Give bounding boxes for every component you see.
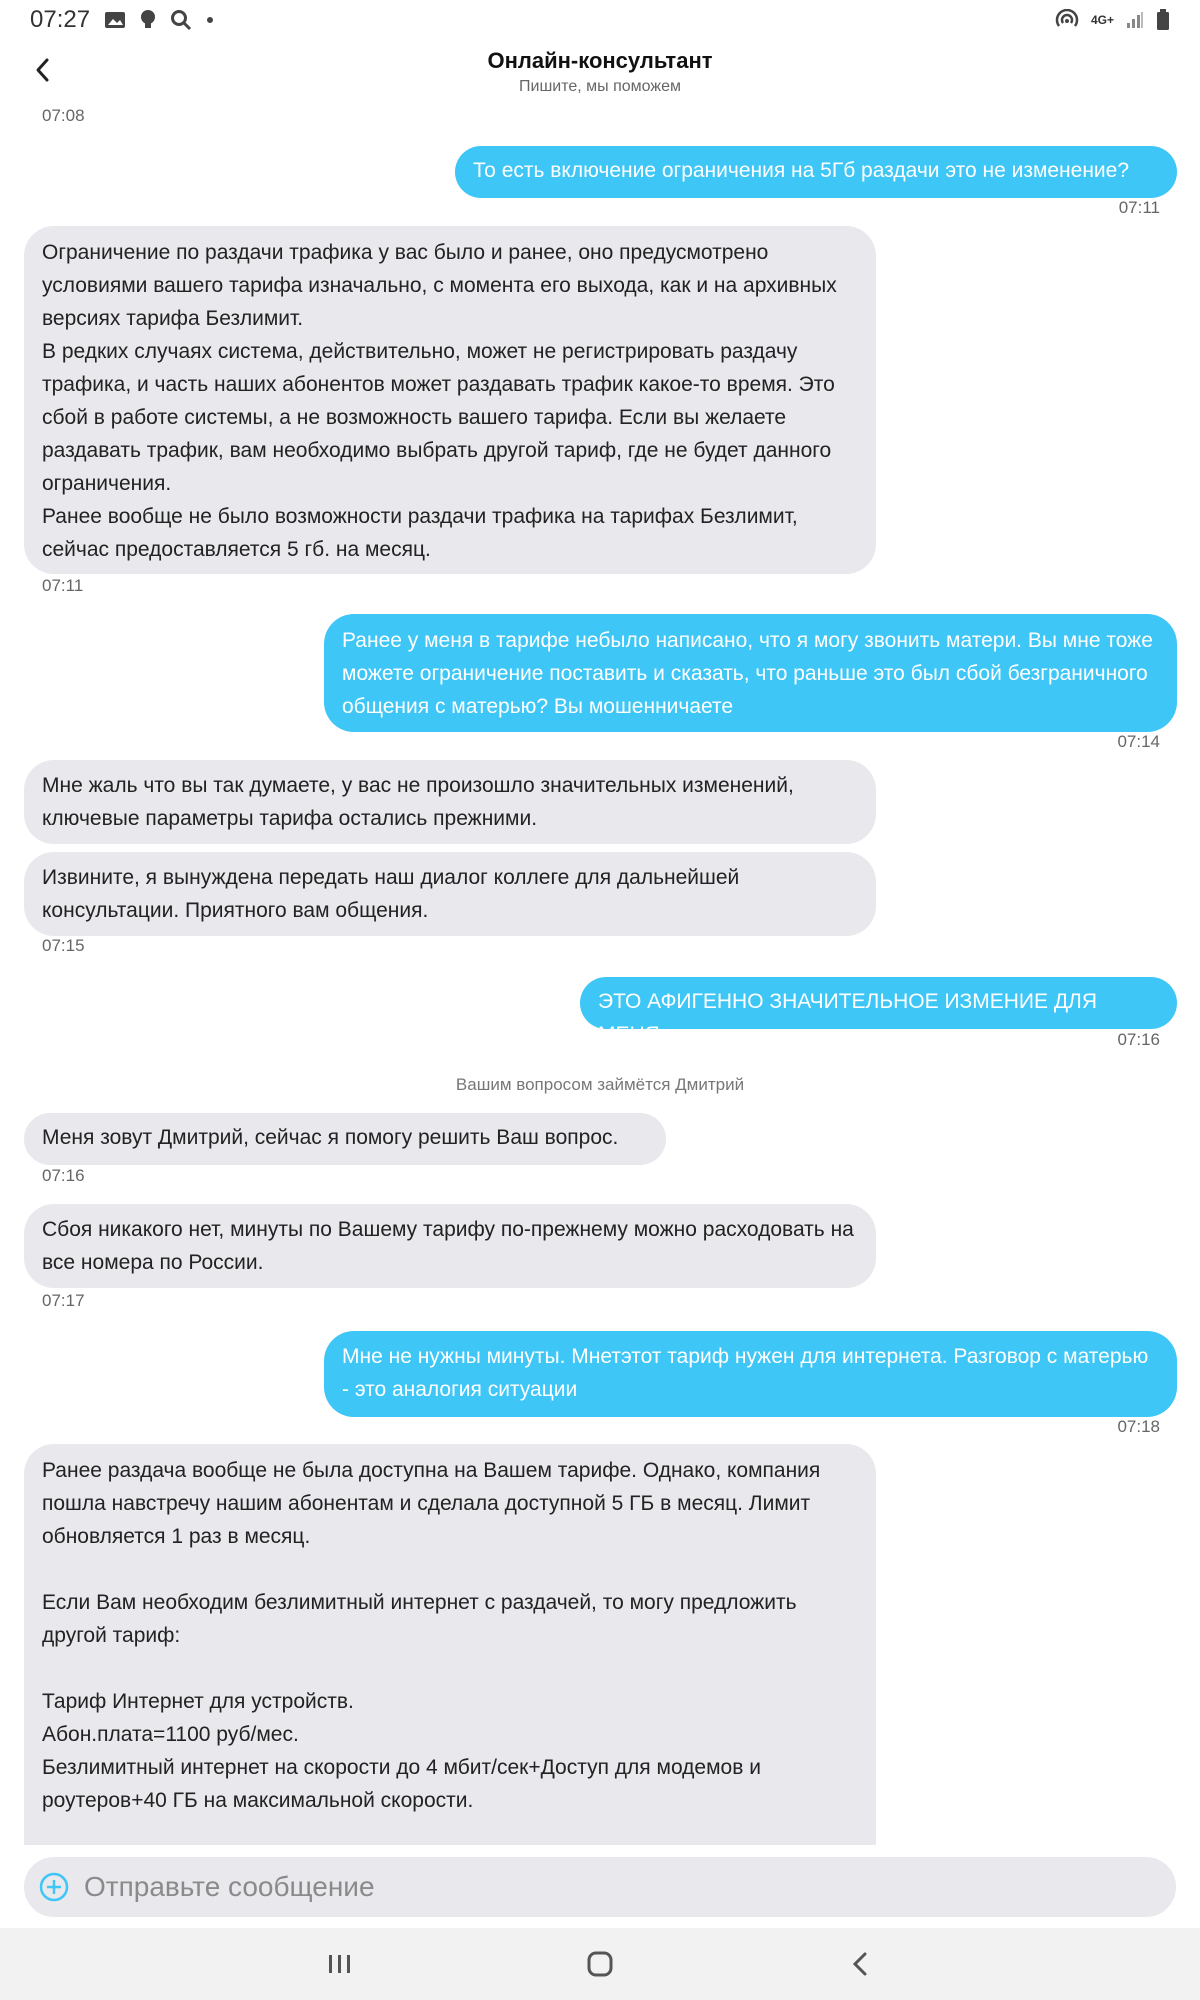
attach-button[interactable] xyxy=(38,1871,70,1903)
message-text: Ограничение по раздачи трафика у вас было и ранее, оно предусмотрено условиями вашего тарифа изначально, с момента его выхода, как и на архивных версиях тарифа Безлимит. В редких случаях система, действительно, может не регистрировать раздачу трафика, и часть наших абонентов может раздавать трафик какое-то время. Это сбой в работе системы, а не возможность вашего тарифа. Если вы желаете раздавать трафик, вам необходимо выбрать другой тариф, где не будет данного ограничения. Ранее вообще не было возможности раздачи трафика на тарифах Безлимит, сейчас предоставляется 5 гб. на месяц. xyxy=(42,241,837,561)
message-text: Извините, я вынуждена передать наш диалог коллеге для дальнейшей консультации. Приятного вам общения. xyxy=(42,866,746,922)
chat-thread[interactable] xyxy=(0,100,1200,1845)
message-timestamp: 07:15 xyxy=(42,936,85,955)
message-timestamp: 07:08 xyxy=(42,106,85,125)
message-composer xyxy=(24,1857,1176,1917)
recents-icon xyxy=(327,1952,353,1976)
outgoing-message[interactable] xyxy=(455,146,1177,198)
back-icon xyxy=(851,1951,869,1977)
outgoing-message[interactable] xyxy=(324,614,1177,732)
incoming-message[interactable] xyxy=(24,852,876,936)
incoming-message[interactable] xyxy=(24,226,876,574)
message-timestamp: 07:18 xyxy=(1117,1417,1160,1436)
hotspot-icon xyxy=(1055,9,1079,31)
incoming-message[interactable] xyxy=(24,1204,876,1288)
message-text: Ранее раздача вообще не была доступна на Вашем тарифе. Однако, компания пошла навстречу нашим абонентам и сделала доступной 5 ГБ в месяц. Лимит обновляется 1 раз в месяц. Если Вам необходим безлимитный интернет с раздачей, то могу предложить другой тариф: Тариф Интернет для устройств. Абон.плата=1100 руб/мес. Безлимитный интернет на скорости до 4 мбит/сек+Доступ для модемов и роутеров+40 ГБ на максимальной скорости. xyxy=(42,1459,821,1812)
home-button[interactable] xyxy=(570,1934,630,1994)
dot-icon xyxy=(206,16,214,24)
message-text: ЭТО АФИГЕННО ЗНАЧИТЕЛЬНОЕ ИЗМЕНИЕ ДЛЯ МЕНЯ xyxy=(598,990,1103,1046)
message-timestamp: 07:16 xyxy=(1117,1030,1160,1049)
message-text: Сбоя никакого нет, минуты по Вашему тарифу по-прежнему можно расходовать на все номера по России. xyxy=(42,1218,860,1274)
home-icon xyxy=(587,1951,613,1977)
message-timestamp: 07:11 xyxy=(42,576,84,595)
plus-circle-icon xyxy=(38,1871,70,1903)
message-timestamp: 07:17 xyxy=(42,1291,85,1310)
page-title: Онлайн-консультант xyxy=(487,48,713,73)
message-text: Ранее у меня в тарифе небыло написано, что я могу звонить матери. Вы мне тоже можете ограничение поставить и сказать, что раньше это был сбой безграничного общения с матерью? Вы мошенничаете xyxy=(342,629,1159,718)
chat-header xyxy=(0,40,1200,100)
message-timestamp: 07:14 xyxy=(1117,732,1160,751)
message-text: То есть включение ограничения на 5Гб раздачи это не изменение? xyxy=(473,159,1130,182)
system-note: Вашим вопросом займётся Дмитрий xyxy=(455,1075,745,1094)
message-input[interactable] xyxy=(82,1870,1136,1904)
incoming-message[interactable] xyxy=(24,1113,666,1165)
status-right xyxy=(1055,9,1170,31)
message-timestamp: 07:11 xyxy=(1118,198,1160,217)
bulb-icon xyxy=(140,9,156,31)
message-timestamp: 07:16 xyxy=(42,1166,85,1185)
search-icon xyxy=(170,9,192,31)
message-text: Мне не нужны минуты. Мнетэтот тариф нужен для интернета. Разговор с матерью - это аналогия ситуации xyxy=(342,1345,1155,1401)
signal-icon xyxy=(1126,11,1144,29)
page-subtitle: Пишите, мы поможем xyxy=(519,78,681,95)
chevron-left-icon xyxy=(34,57,50,83)
back-button[interactable] xyxy=(22,50,62,90)
status-left xyxy=(30,6,214,34)
outgoing-message[interactable] xyxy=(324,1331,1177,1417)
gallery-icon xyxy=(104,10,126,30)
battery-icon xyxy=(1156,9,1170,31)
incoming-message[interactable] xyxy=(24,1444,876,1845)
nav-back-button[interactable] xyxy=(830,1934,890,1994)
system-nav-bar xyxy=(0,1928,1200,2000)
status-time: 07:27 xyxy=(30,6,91,33)
incoming-message[interactable] xyxy=(24,760,876,844)
message-text: Меня зовут Дмитрий, сейчас я помогу решить Ваш вопрос. xyxy=(42,1126,619,1149)
network-type: 4G+ xyxy=(1090,13,1114,27)
status-bar xyxy=(0,0,1200,40)
message-text: Мне жаль что вы так думаете, у вас не произошло значительных изменений, ключевые параметры тарифа остались прежними. xyxy=(42,774,800,830)
recents-button[interactable] xyxy=(310,1934,370,1994)
